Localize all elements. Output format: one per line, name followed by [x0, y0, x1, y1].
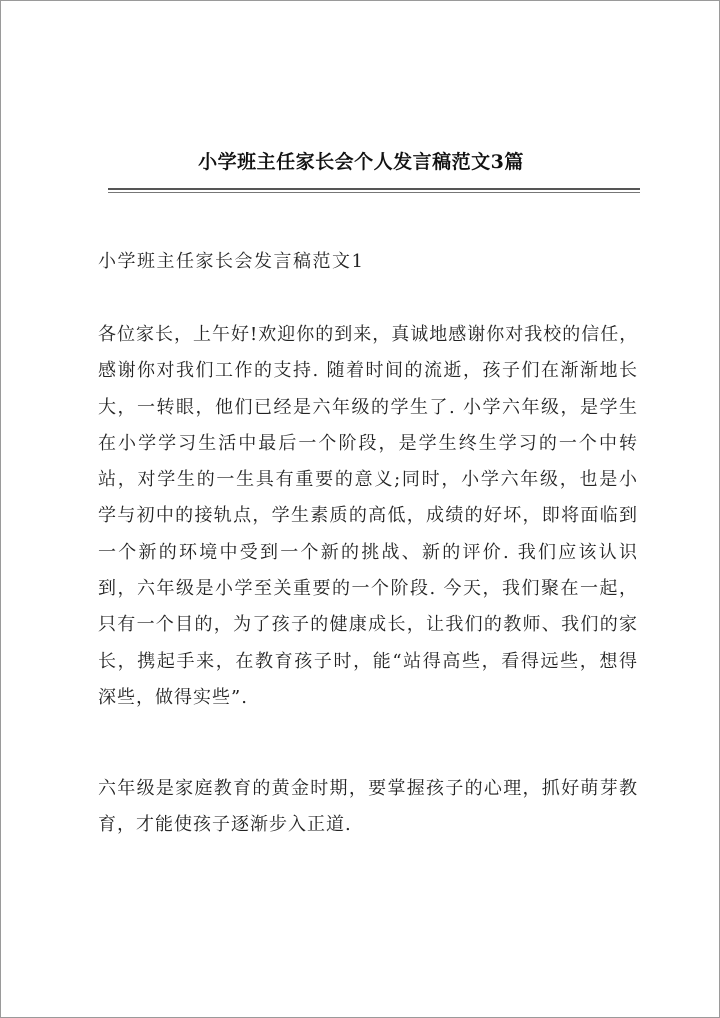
paragraph-line: 育，才能使孩子逐渐步入正道.	[98, 814, 352, 836]
paragraph-1	[98, 317, 638, 716]
paragraph-line: 到，六年级是小学至关重要的一个阶段. 今天，我们聚在一起，	[98, 578, 638, 600]
paragraph-line: 在小学学习生活中最后一个阶段，是学生终生学习的一个中转	[98, 432, 638, 454]
paragraph-line: 长，携起手来，在教育孩子时，能“站得高些，看得远些，想得	[98, 650, 638, 672]
paragraph-line: 感谢你对我们工作的支持. 随着时间的流逝，孩子们在渐渐地长	[98, 360, 638, 382]
paragraph-line: 各位家长，上午好!欢迎你的到来，真诚地感谢你对我校的信任，	[98, 324, 639, 345]
paragraph-line: 只有一个目的，为了孩子的健康成长，让我们的教师、我们的家	[98, 614, 638, 636]
paragraph-line: 大，一转眼，他们已经是六年级的学生了. 小学六年级，是学生	[98, 396, 638, 418]
paragraph-line: 六年级是家庭教育的黄金时期，要掌握孩子的心理，抓好萌芽教	[98, 778, 638, 799]
title-underline-thick	[108, 188, 640, 190]
document-title: 小学班主任家长会个人发言稿范文3篇	[198, 151, 524, 173]
paragraph-line: 站，对学生的一生具有重要的意义;同时，小学六年级，也是小	[98, 469, 638, 491]
paragraph-line: 一个新的环境中受到一个新的挑战、新的评价. 我们应该认识	[98, 541, 638, 563]
paragraph-2	[98, 771, 638, 844]
paragraph-line: 深些，做得实些”.	[98, 686, 248, 708]
paragraph-line: 学与初中的接轨点，学生素质的高低，成绩的好坏，即将面临到	[98, 505, 638, 527]
title-underline-thin	[108, 192, 640, 193]
section-heading: 小学班主任家长会发言稿范文1	[98, 251, 365, 272]
